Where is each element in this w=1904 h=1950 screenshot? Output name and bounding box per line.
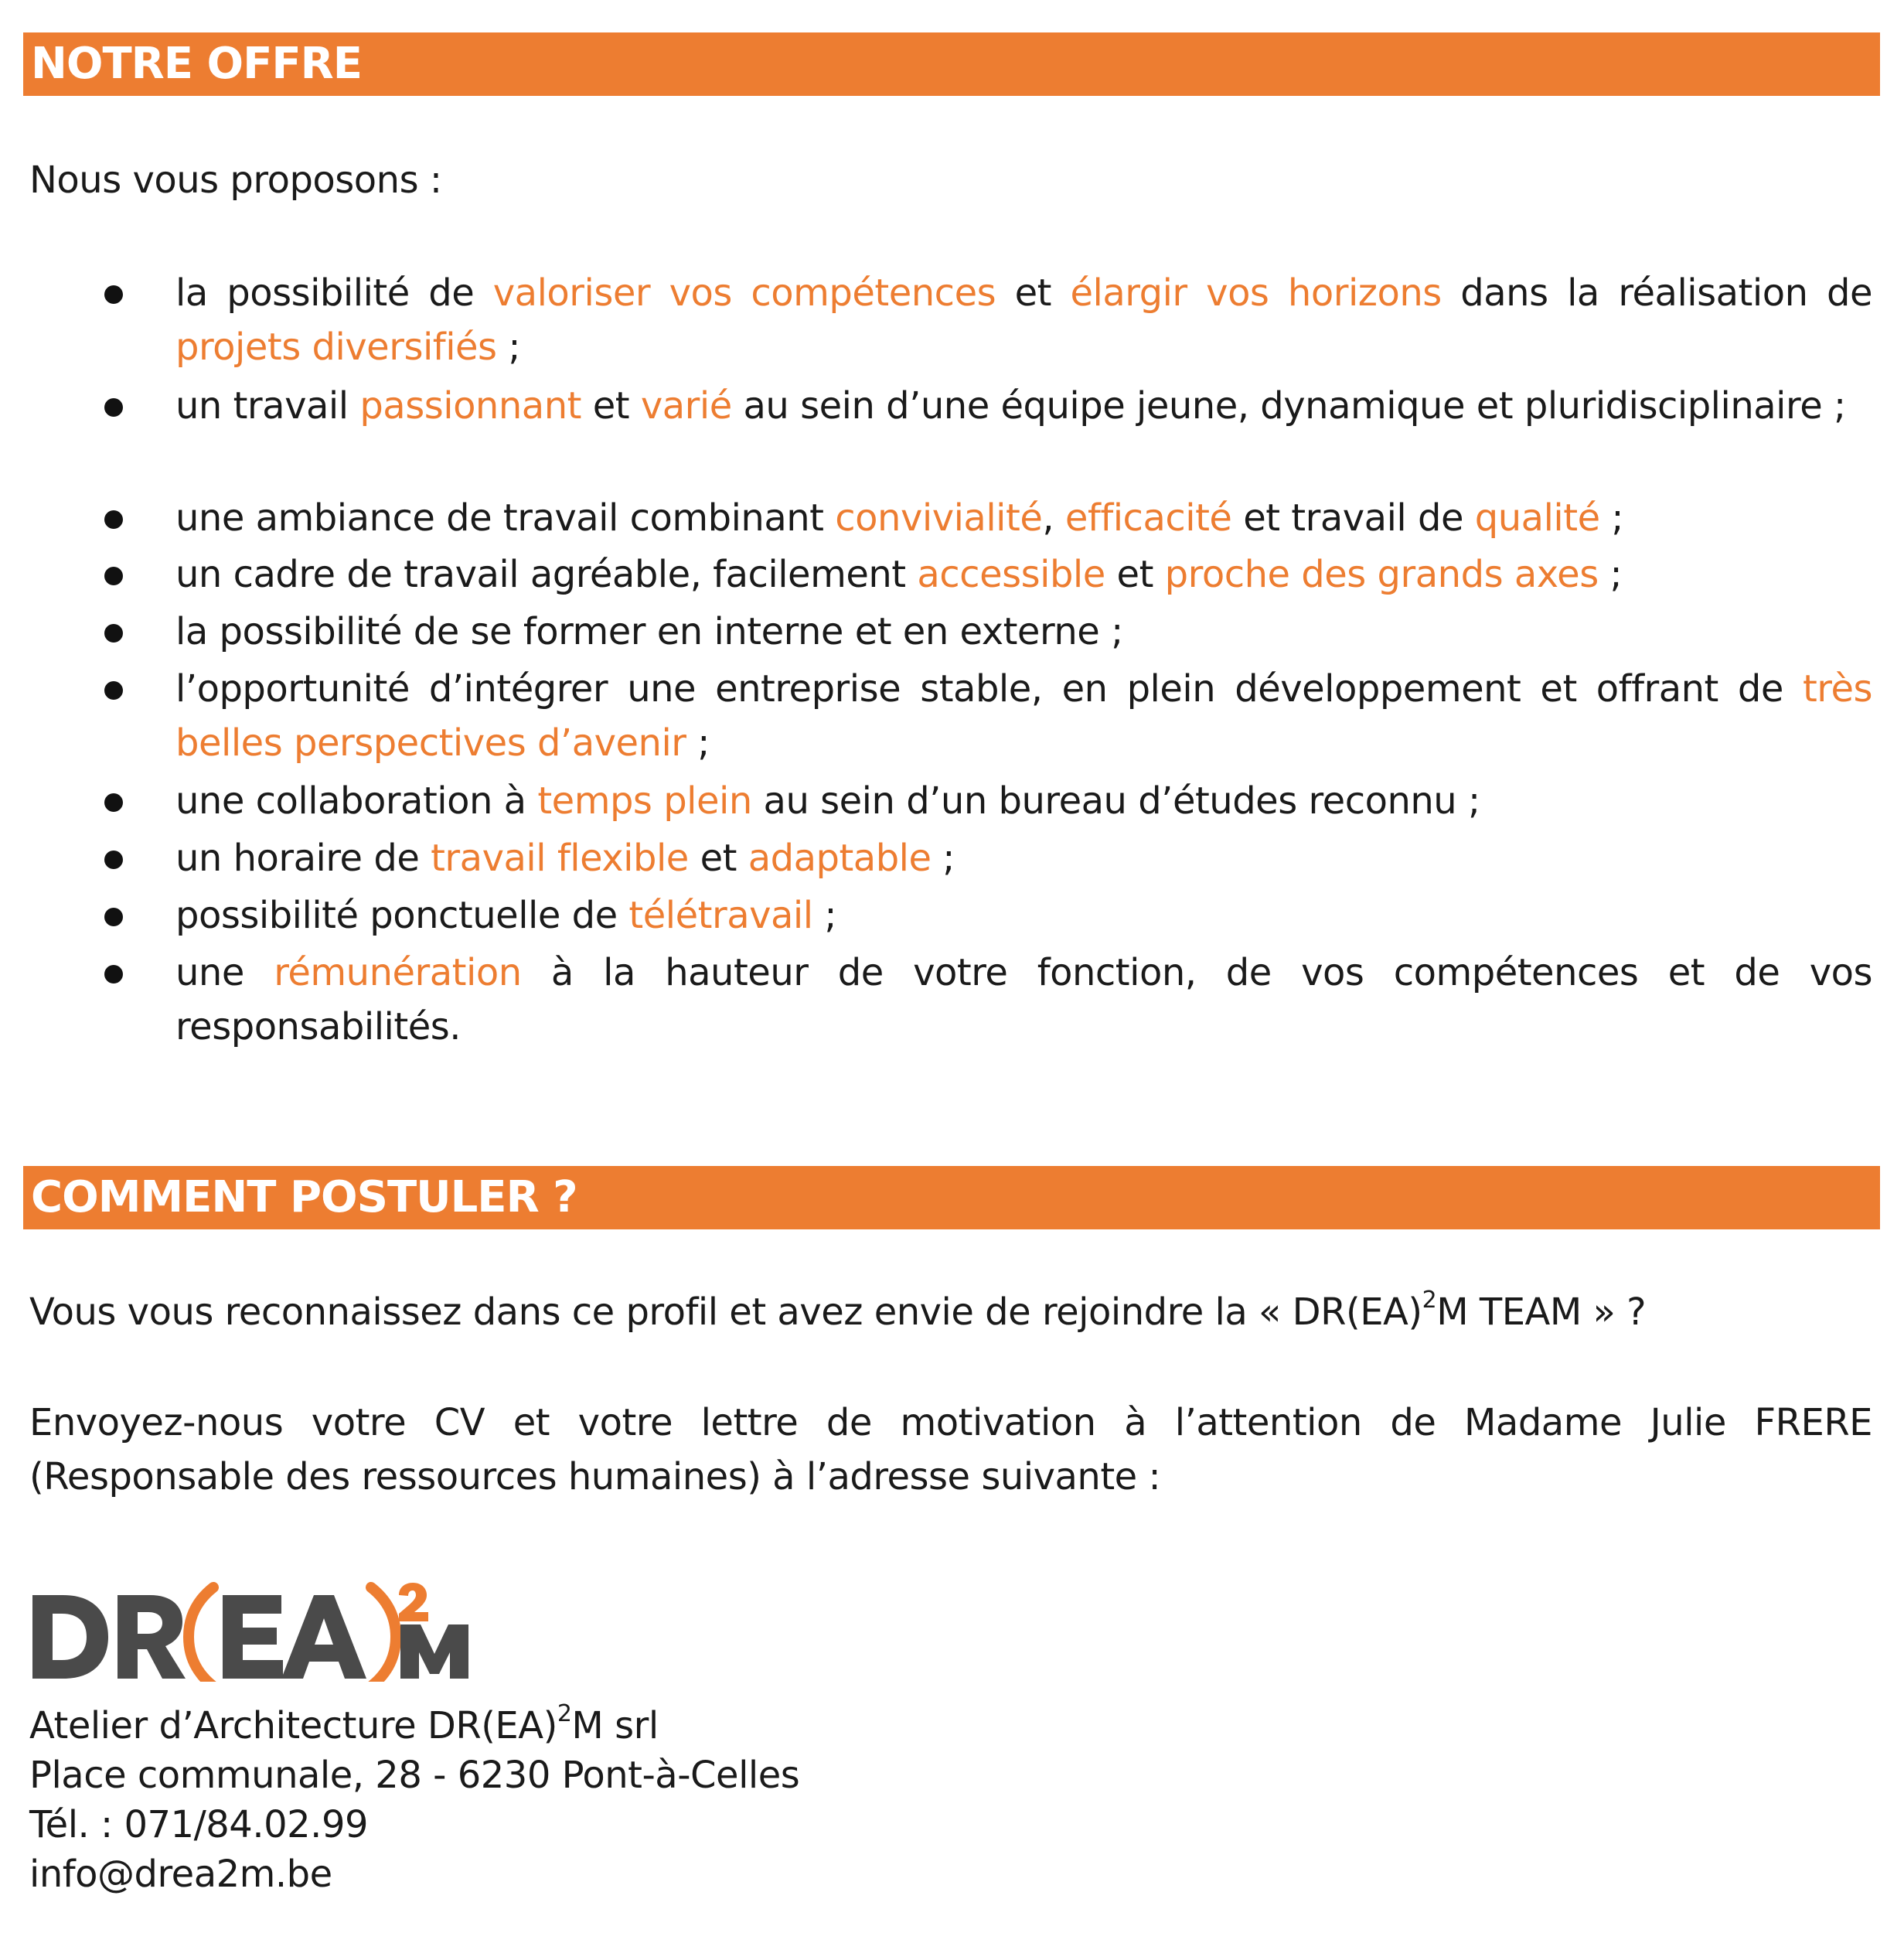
company-name: Atelier d’Architecture DR(EA)$^2$M srl	[29, 1700, 659, 1747]
apply-instructions: Envoyez-nous votre CV et votre lettre de motivation à l’attention de Madame Julie FRERE (Responsable des ressources humaines) à l’adresse suivante :	[29, 1401, 1872, 1498]
list-item	[175, 605, 1872, 659]
item-text: un travail	[175, 384, 360, 428]
item-text: à la hauteur de votre fonction, de vos compétences et de vos responsabilités.	[175, 951, 1872, 1048]
logo-letter-d	[32, 1595, 108, 1679]
item-text: l’opportunité d’intégrer une entreprise stable, en plein développement et offrant de	[175, 667, 1803, 711]
highlight-text: rémunération	[274, 951, 522, 994]
item-text: et	[996, 271, 1071, 315]
logo-letter-a	[281, 1595, 366, 1679]
logo-bracket-close	[371, 1587, 396, 1682]
list-item	[175, 547, 1872, 602]
logo-bracket-open	[189, 1587, 213, 1682]
item-text: ;	[1598, 553, 1623, 596]
list-item	[175, 888, 1872, 943]
company-street: Place communale, 28 - 6230 Pont-à-Celles	[29, 1754, 800, 1797]
item-text: ;	[931, 837, 955, 880]
item-text: ;	[686, 721, 710, 765]
company-email[interactable]: info@drea2m.be	[29, 1853, 332, 1896]
highlight-text: très belles perspectives d’avenir	[175, 667, 1872, 765]
highlight-text: temps plein	[537, 779, 752, 823]
item-text: la possibilité de	[175, 271, 493, 315]
bullet-icon	[104, 681, 123, 700]
item-text: et	[688, 837, 748, 880]
apply-heading: COMMENT POSTULER ?	[23, 1166, 1880, 1229]
bullet-icon	[104, 510, 123, 529]
highlight-text: passionnant	[359, 384, 581, 428]
bullet-icon	[104, 567, 123, 585]
logo-letter-m	[400, 1624, 468, 1679]
item-text: la possibilité de se former en interne et en externe ;	[175, 610, 1123, 653]
item-text: et	[1105, 553, 1165, 596]
item-text: un cadre de travail agréable, facilement	[175, 553, 918, 596]
item-text: et travail de	[1231, 496, 1475, 540]
company-phone: Tél. : 071/84.02.99	[29, 1803, 369, 1846]
highlight-text: valoriser vos compétences	[492, 271, 996, 315]
logo-letter-e	[223, 1595, 283, 1679]
logo-letter-r	[118, 1595, 186, 1679]
bullet-icon	[104, 285, 123, 304]
item-text: ;	[812, 894, 837, 937]
highlight-text: efficacité	[1064, 496, 1232, 540]
list-item	[175, 662, 1872, 770]
list-item	[175, 266, 1872, 374]
item-text: une ambiance de travail combinant	[175, 496, 836, 540]
item-text: ;	[496, 326, 520, 369]
highlight-text: télétravail	[628, 894, 813, 937]
item-text: un horaire de	[175, 837, 431, 880]
list-item	[175, 774, 1872, 828]
apply-intro: Vous vous reconnaissez dans ce profil et avez envie de rejoindre la « DR(EA)$^2$M TEAM » ?	[29, 1287, 1647, 1334]
logo-superscript-2	[399, 1583, 428, 1621]
company-logo	[29, 1581, 478, 1682]
highlight-text: convivialité	[835, 496, 1043, 540]
item-text: ,	[1042, 496, 1065, 540]
list-item	[175, 491, 1872, 545]
highlight-text: élargir vos horizons	[1070, 271, 1442, 315]
highlight-text: adaptable	[748, 837, 932, 880]
highlight-text: projets diversifiés	[175, 326, 497, 369]
list-item	[175, 946, 1872, 1054]
bullet-icon	[104, 793, 123, 812]
highlight-text: travail flexible	[431, 837, 689, 880]
highlight-text: qualité	[1474, 496, 1600, 540]
item-text: une collaboration à	[175, 779, 538, 823]
highlight-text: proche des grands axes	[1164, 553, 1599, 596]
item-text: dans la réalisation de	[1441, 271, 1872, 315]
item-text: au sein d’une équipe jeune, dynamique et pluridisciplinaire ;	[731, 384, 1846, 428]
offer-heading: NOTRE OFFRE	[23, 32, 1880, 96]
item-text: et	[581, 384, 641, 428]
bullet-icon	[104, 398, 123, 417]
item-text: ;	[1599, 496, 1624, 540]
offer-intro: Nous vous proposons :	[29, 159, 442, 202]
list-item	[175, 379, 1872, 433]
item-text: une	[175, 951, 274, 994]
bullet-icon	[104, 624, 123, 643]
highlight-text: accessible	[917, 553, 1105, 596]
highlight-text: varié	[640, 384, 732, 428]
item-text: au sein d’un bureau d’études reconnu ;	[751, 779, 1480, 823]
item-text: possibilité ponctuelle de	[175, 894, 629, 937]
bullet-icon	[104, 908, 123, 926]
list-item	[175, 831, 1872, 885]
bullet-icon	[104, 965, 123, 984]
bullet-icon	[104, 851, 123, 869]
